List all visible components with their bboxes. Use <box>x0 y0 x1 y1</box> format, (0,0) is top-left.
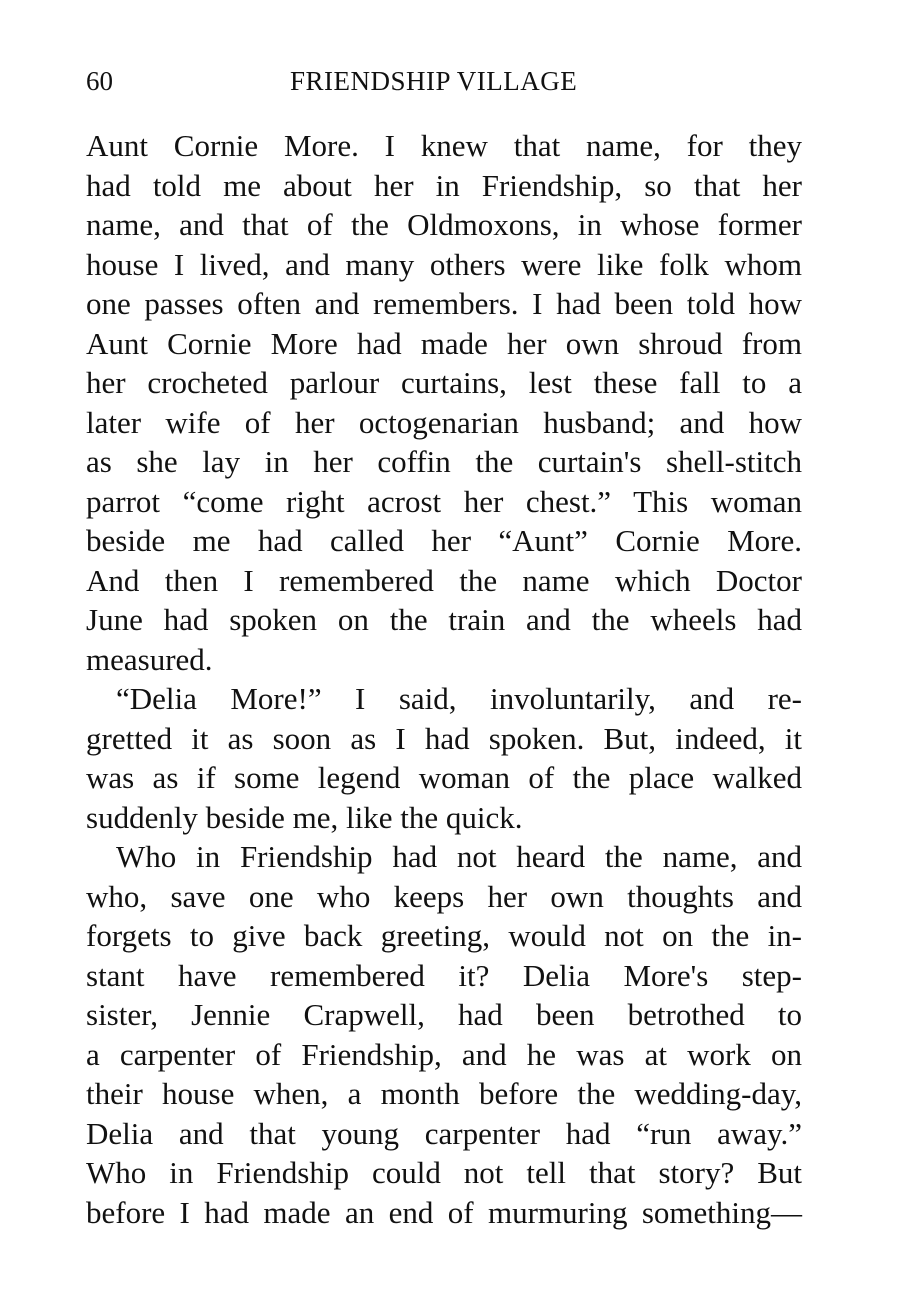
text-line: one passes often and remembers. I had been told how <box>86 286 802 321</box>
text-line: later wife of her octogenarian husband; and how <box>86 404 802 440</box>
text-line: house I lived, and many others were like folk whom <box>86 246 802 282</box>
text-line: parrot “come right acrost her chest.” This woman <box>86 483 802 519</box>
text-line: a carpenter of Friendship, and he was at work on <box>86 1036 802 1072</box>
text-line: Aunt Cornie More had made her own shroud from <box>86 325 802 361</box>
text-line: as she lay in her coffin the curtain's shell-stitch <box>86 444 802 479</box>
text-line: Delia and that young carpenter had “run away.” <box>86 1115 802 1151</box>
body-text <box>86 126 802 1232</box>
text-line: sister, Jennie Crapwell, had been betrothed to <box>86 997 802 1032</box>
text-line: their house when, a month before the wedding-day, <box>86 1076 802 1111</box>
text-line: suddenly beside me, like the quick. <box>86 799 523 835</box>
text-line: June had spoken on the train and the wheels had <box>86 602 802 637</box>
text-line: her crocheted parlour curtains, lest these fall to a <box>86 365 802 400</box>
text-line: measured. <box>86 641 213 677</box>
text-line: name, and that of the Oldmoxons, in whose former <box>86 207 802 242</box>
text-line: stant have remembered it? Delia More's step- <box>86 957 802 993</box>
text-line: before I had made an end of murmuring something— <box>86 1194 802 1230</box>
text-line: had told me about her in Friendship, so that her <box>86 167 802 203</box>
text-line: Who in Friendship could not tell that story? But <box>86 1155 802 1190</box>
text-line: gretted it as soon as I had spoken. But, indeed, it <box>86 720 802 756</box>
page-number: 60 <box>86 66 113 96</box>
text-line: Who in Friendship had not heard the name, and <box>116 839 802 874</box>
text-line: “Delia More!” I said, involuntarily, and re- <box>116 681 802 716</box>
text-line: beside me had called her “Aunt” Cornie More. <box>86 523 802 558</box>
running-title: FRIENDSHIP VILLAGE <box>290 66 578 96</box>
text-line: And then I remembered the name which Doctor <box>86 562 802 598</box>
text-line: who, save one who keeps her own thoughts and <box>86 878 802 914</box>
text-line: was as if some legend woman of the place walked <box>86 760 802 795</box>
text-line: Aunt Cornie More. I knew that name, for they <box>86 128 802 163</box>
text-line: forgets to give back greeting, would not on the in- <box>86 918 802 953</box>
